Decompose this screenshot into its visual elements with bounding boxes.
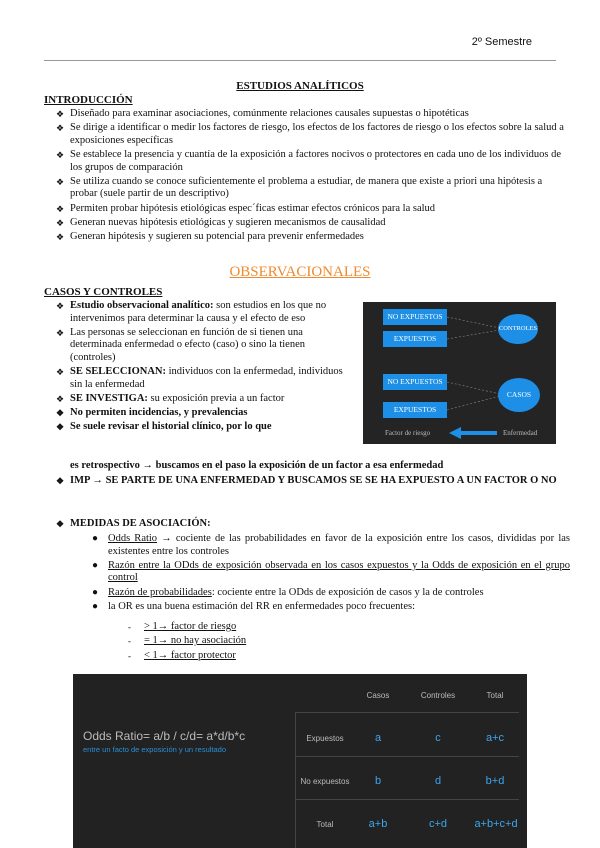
list-item: ● la OR es una buena estimación del RR en enfermedades poco frecuentes: (92, 600, 416, 612)
observacionales-heading: OBSERVACIONALES (229, 264, 371, 280)
list-item: ● Razón entre la ODds de exposición observada en los casos expuestos y la Odds de exposición en el grupo control (92, 559, 570, 584)
row-label-expuestos: Expuestos (306, 734, 344, 743)
cell-b-plus-d: b+d (485, 775, 505, 787)
col-header-casos: Casos (366, 691, 390, 700)
odds-ratio-formula: Odds Ratio= a/b / c/d= a*d/b*c (83, 729, 246, 743)
list-item: ❖ SE SELECCIONAN: individuos con la enfermedad, individuos sin la enfermedad (56, 366, 343, 390)
diamond-bullet-icon: ❖ (56, 393, 65, 404)
diamond-bullet-icon: ❖ (56, 217, 65, 228)
controles-circle: CONTROLES (498, 314, 538, 344)
no-expuestos-bottom-box: NO EXPUESTOS (383, 374, 447, 390)
table-rule (295, 799, 519, 800)
dash-bullet-icon: - (128, 636, 131, 647)
list-item: ❖ Diseñado para examinar asociaciones, comúnmente relaciones causales supuestas o hipotéticas (56, 108, 469, 119)
cell-a: a (374, 732, 382, 744)
diamond-bullet-icon: ❖ (56, 109, 65, 119)
list-item: ❖ Permiten probar hipótesis etiológicas espec´ficas estimar efectos crónicos para la salud (56, 202, 436, 214)
medidas-list (44, 518, 572, 532)
medidas-sublist (82, 533, 570, 615)
dot-bullet-icon: ● (92, 559, 99, 571)
cell-a-plus-b: a+b (368, 818, 388, 830)
list-item: ❖ Se utiliza cuando se conoce suficientemente el problema a estudiar, de manera que existe a priori una hipótesis a probar (suele partir de un descriptivo) (56, 175, 543, 200)
diamond-bullet-icon: ❖ (56, 519, 65, 529)
list-item: ❖ Generan hipótesis y sugieren su potencial para prevenir enfermedades (56, 231, 364, 243)
cell-grand-total: a+b+c+d (474, 818, 518, 830)
page-title: ESTUDIOS ANALÍTICOS (236, 80, 364, 92)
diamond-bullet-icon: ❖ (56, 476, 65, 486)
list-item: - = 1→ no hay asociación (128, 635, 247, 647)
list-item: ❖ Estudio observacional analítico: son estudios en los que no intervenimos para determinar la causa y el efecto de eso (56, 300, 327, 324)
list-item: ❖ IMP → SE PARTE DE UNA ENFERMEDAD Y BUSCAMOS SE SE HA EXPUESTO A UN FACTOR O NO (56, 475, 557, 486)
odds-ratio-subtitle: entre un facto de exposición y un resultado (83, 745, 227, 754)
list-item: ❖ Se suele revisar el historial clínico, por lo que (56, 421, 272, 433)
casos-heading: CASOS Y CONTROLES (44, 286, 163, 298)
list-item: - > 1→ factor de riesgo (128, 621, 237, 632)
intro-list (44, 108, 572, 246)
header-divider (44, 60, 556, 61)
col-header-total: Total (486, 691, 504, 700)
diamond-bullet-icon: ❖ (56, 150, 65, 161)
intro-heading: INTRODUCCIÓN (44, 94, 133, 106)
imp-list (44, 475, 572, 489)
table-rule (295, 756, 519, 757)
diamond-bullet-icon: ❖ (56, 367, 65, 378)
diamond-bullet-icon: ❖ (56, 408, 65, 419)
list-item: ❖ Las personas se seleccionan en función de si tienen una determinada enfermedad o efecto (caso) o sino la tienen (controles) (56, 326, 305, 363)
list-item: ❖ Generan nuevas hipótesis etiológicas y sugieren mecanismos de causalidad (56, 216, 386, 228)
expuestos-top-box: EXPUESTOS (383, 331, 447, 347)
diamond-bullet-icon: ❖ (56, 203, 65, 214)
list-item: - < 1→ factor protector (128, 649, 236, 661)
dash-bullet-icon: - (128, 622, 131, 632)
no-expuestos-top-box: NO EXPUESTOS (383, 309, 447, 325)
list-item: ❖ Se dirige a identificar o medir los factores de riesgo, los efectos de los factores de riesgo o los efectos sobre la salud a exposiciones específicas (56, 122, 564, 146)
casos-list (44, 300, 352, 436)
dot-bullet-icon: ● (92, 533, 99, 544)
dot-bullet-icon: ● (92, 586, 99, 598)
factor-de-riesgo-label: Factor de riesgo (385, 429, 431, 437)
dot-bullet-icon: ● (92, 600, 99, 612)
list-item: ❖ MEDIDAS DE ASOCIACIÓN: (56, 518, 211, 529)
list-item: ● Razón de probabilidades: cociente entre la ODds de exposición de casos y la de controles (92, 586, 484, 598)
enfermedad-label: Enfermedad (503, 429, 538, 437)
cell-a-plus-c: a+c (485, 732, 505, 744)
cell-c: c (435, 732, 441, 744)
diamond-bullet-icon: ❖ (56, 301, 65, 311)
diamond-bullet-icon: ❖ (56, 176, 65, 187)
dash-bullet-icon: - (128, 650, 131, 661)
row-label-total: Total (316, 820, 334, 829)
expuestos-bottom-box: EXPUESTOS (383, 402, 447, 418)
cell-d: d (434, 775, 442, 787)
list-item: ❖ SE INVESTIGA: su exposición previa a un factor (56, 392, 285, 404)
list-item: ❖ Se establece la presencia y cuantía de la exposición a factores nocivos o protectores en cada uno de los individuos de los grupos de comparación (56, 149, 561, 173)
diamond-bullet-icon: ❖ (56, 422, 65, 433)
cell-c-plus-d: c+d (428, 818, 448, 830)
case-control-diagram (363, 302, 556, 444)
casos-circle: CASOS (498, 378, 540, 412)
list-item: ● Odds Ratio → cociente de las probabilidades en favor de la exposición entre los casos, divididas por las existentes entre los controles (92, 533, 570, 557)
or-interpretation-list (120, 621, 420, 664)
cell-b: b (374, 775, 382, 787)
diamond-bullet-icon: ❖ (56, 327, 65, 338)
diamond-bullet-icon: ❖ (56, 232, 65, 243)
diamond-bullet-icon: ❖ (56, 123, 65, 134)
col-header-controles: Controles (420, 691, 456, 700)
table-rule (295, 712, 519, 713)
semester-label: 2º Semestre (471, 36, 532, 48)
list-item: ❖ No permiten incidencias, y prevalencias (56, 407, 248, 419)
odds-ratio-table (73, 674, 527, 848)
row-label-no-expuestos: No expuestos (300, 777, 350, 786)
casos-i6-continued: es retrospectivo → buscamos en el paso la exposición de un factor a esa enfermedad (70, 460, 444, 471)
